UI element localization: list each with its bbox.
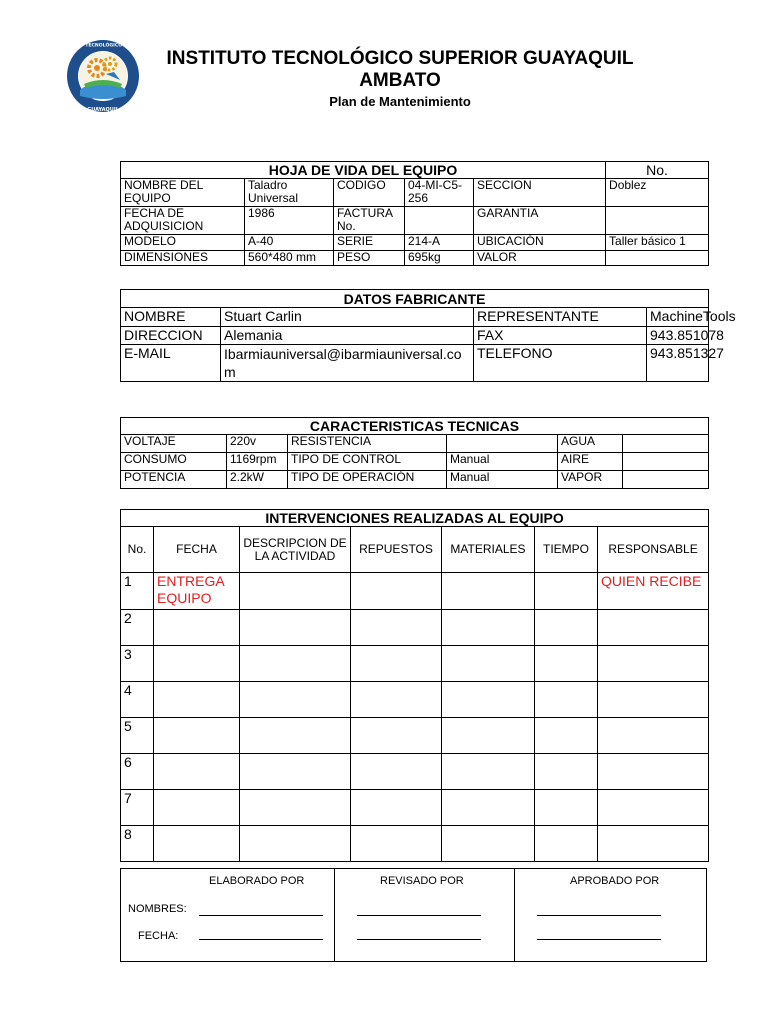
repuestos-cell (351, 718, 442, 754)
materiales-cell (442, 573, 535, 610)
cell-value: 695kg (405, 251, 474, 266)
hoja-title: HOJA DE VIDA DEL EQUIPO (121, 162, 606, 179)
elaborado-label: ELABORADO POR (209, 875, 305, 887)
cell-label: VAPOR (558, 471, 623, 489)
cell-label: PESO (334, 251, 405, 266)
fecha-cell (154, 718, 240, 754)
logo-text: INSTITUTO TECNOLÓGICO SUPERIOR (56, 43, 150, 49)
cell-value (405, 207, 474, 235)
row-number: 8 (121, 826, 154, 862)
cell-value (623, 435, 709, 453)
cell-label: VOLTAJE (121, 435, 227, 453)
cell-value: Manual (447, 471, 558, 489)
tiempo-cell (535, 754, 598, 790)
cell-value (606, 251, 709, 266)
responsable-cell (598, 682, 709, 718)
nombres-label: NOMBRES: (128, 903, 187, 915)
cell-label: FECHA DE ADQUISICION (121, 207, 245, 235)
intervenciones-title: INTERVENCIONES REALIZADAS AL EQUIPO (121, 510, 709, 527)
revisado-label: REVISADO POR (380, 875, 464, 887)
descripcion-cell (240, 646, 351, 682)
no-label: No. (606, 162, 709, 179)
descripcion-cell (240, 790, 351, 826)
responsable-cell (598, 646, 709, 682)
responsable-cell (598, 610, 709, 646)
cell-value (447, 435, 558, 453)
institution-title: INSTITUTO TECNOLÓGICO SUPERIOR GUAYAQUIL (166, 48, 634, 69)
materiales-cell (442, 610, 535, 646)
signature-block (120, 868, 707, 962)
cell-label: MODELO (121, 235, 245, 251)
responsable-cell: QUIEN RECIBE (598, 573, 709, 610)
revisado-nombre-line[interactable] (357, 915, 481, 916)
elaborado-fecha-line[interactable] (199, 939, 323, 940)
responsable-cell (598, 718, 709, 754)
responsable-cell (598, 754, 709, 790)
fecha-cell (154, 610, 240, 646)
tiempo-cell (535, 646, 598, 682)
cell-value: Alemania (221, 327, 474, 345)
row-number: 5 (121, 718, 154, 754)
descripcion-cell (240, 682, 351, 718)
revisado-fecha-line[interactable] (357, 939, 481, 940)
descripcion-cell (240, 718, 351, 754)
cell-value: A-40 (245, 235, 334, 251)
row-number: 7 (121, 790, 154, 826)
cell-label: E-MAIL (121, 345, 221, 382)
fabricante-title: DATOS FABRICANTE (121, 290, 709, 308)
cell-label: POTENCIA (121, 471, 227, 489)
cell-value: Doblez (606, 179, 709, 207)
cell-value: 1169rpm (227, 453, 288, 471)
cell-value (623, 453, 709, 471)
cell-value: 04-MI-C5-256 (405, 179, 474, 207)
aprobado-nombre-line[interactable] (537, 915, 661, 916)
cell-label: GARANTIA (474, 207, 606, 235)
cell-value (606, 207, 709, 235)
cell-label: CODIGO (334, 179, 405, 207)
elaborado-nombre-line[interactable] (199, 915, 323, 916)
fabricante-table (120, 289, 736, 382)
tiempo-cell (535, 682, 598, 718)
fecha-cell (154, 754, 240, 790)
cell-value: Stuart Carlin (221, 308, 474, 327)
cell-label: NOMBRE DEL EQUIPO (121, 179, 245, 207)
cell-label: AGUA (558, 435, 623, 453)
cell-value: 220v (227, 435, 288, 453)
aprobado-fecha-line[interactable] (537, 939, 661, 940)
cell-value: 943.851327 (647, 345, 709, 382)
descripcion-cell (240, 826, 351, 862)
table-row (121, 754, 709, 790)
cell-label: DIMENSIONES (121, 251, 245, 266)
materiales-cell (442, 754, 535, 790)
cell-value: Manual (447, 453, 558, 471)
cell-value: MachineTools (647, 308, 709, 327)
cell-label: DIRECCION (121, 327, 221, 345)
col-header: MATERIALES (442, 527, 535, 573)
col-header: No. (121, 527, 154, 573)
col-header: DESCRIPCION DE LA ACTIVIDAD (240, 527, 351, 573)
cell-label: NOMBRE (121, 308, 221, 327)
cell-label: RESISTENCIA (288, 435, 447, 453)
institution-logo (56, 38, 150, 114)
col-header: TIEMPO (535, 527, 598, 573)
caracteristicas-title: CARACTERISTICAS TECNICAS (121, 418, 709, 435)
tiempo-cell (535, 826, 598, 862)
fecha-cell (154, 646, 240, 682)
cell-value: Ibarmiauniversal@ibarmiauniversal.com (221, 345, 474, 382)
descripcion-cell (240, 610, 351, 646)
table-row (121, 610, 709, 646)
tiempo-cell (535, 790, 598, 826)
cell-value: 943.851078 (647, 327, 709, 345)
cell-value: 560*480 mm (245, 251, 334, 266)
descripcion-cell (240, 754, 351, 790)
materiales-cell (442, 826, 535, 862)
col-header: REPUESTOS (351, 527, 442, 573)
cell-value: Taladro Universal (245, 179, 334, 207)
table-row (121, 573, 709, 610)
cell-label: SECCION (474, 179, 606, 207)
cell-value (623, 471, 709, 489)
intervenciones-table (120, 509, 709, 862)
logo-bottom-text: GUAYAQUIL (87, 107, 119, 113)
cell-label: TIPO DE CONTROL (288, 453, 447, 471)
repuestos-cell (351, 682, 442, 718)
materiales-cell (442, 646, 535, 682)
materiales-cell (442, 790, 535, 826)
repuestos-cell (351, 790, 442, 826)
plan-subtitle: Plan de Mantenimiento (329, 94, 471, 109)
repuestos-cell (351, 754, 442, 790)
cell-label: VALOR (474, 251, 606, 266)
fecha-cell (154, 790, 240, 826)
tiempo-cell (535, 718, 598, 754)
cell-label: FAX (474, 327, 647, 345)
row-number: 6 (121, 754, 154, 790)
cell-label: FACTURA No. (334, 207, 405, 235)
repuestos-cell (351, 646, 442, 682)
fecha-cell (154, 826, 240, 862)
row-number: 4 (121, 682, 154, 718)
row-number: 2 (121, 610, 154, 646)
responsable-cell (598, 826, 709, 862)
row-number: 3 (121, 646, 154, 682)
hoja-de-vida-table (120, 161, 709, 266)
table-row (121, 682, 709, 718)
table-row (121, 718, 709, 754)
tiempo-cell (535, 573, 598, 610)
descripcion-cell (240, 573, 351, 610)
caracteristicas-table (120, 417, 709, 489)
fecha-cell: ENTREGA EQUIPO (154, 573, 240, 610)
cell-label: UBICACIÓN (474, 235, 606, 251)
table-row (121, 646, 709, 682)
city-title: AMBATO (359, 70, 441, 91)
repuestos-cell (351, 610, 442, 646)
cell-label: TELEFONO (474, 345, 647, 382)
row-number: 1 (121, 573, 154, 610)
responsable-cell (598, 790, 709, 826)
col-header: FECHA (154, 527, 240, 573)
cell-label: CONSUMO (121, 453, 227, 471)
cell-value: 2.2kW (227, 471, 288, 489)
aprobado-label: APROBADO POR (570, 875, 660, 887)
materiales-cell (442, 682, 535, 718)
cell-label: TIPO DE OPERACIÓN (288, 471, 447, 489)
materiales-cell (442, 718, 535, 754)
tiempo-cell (535, 610, 598, 646)
repuestos-cell (351, 573, 442, 610)
cell-value: Taller básico 1 (606, 235, 709, 251)
fecha-label: FECHA: (138, 930, 179, 942)
col-header: RESPONSABLE (598, 527, 709, 573)
cell-value: 1986 (245, 207, 334, 235)
cell-label: SERIE (334, 235, 405, 251)
cell-label: AIRE (558, 453, 623, 471)
fecha-cell (154, 682, 240, 718)
cell-label: REPRESENTANTE (474, 308, 647, 327)
repuestos-cell (351, 826, 442, 862)
cell-value: 214-A (405, 235, 474, 251)
table-row (121, 826, 709, 862)
table-row (121, 790, 709, 826)
